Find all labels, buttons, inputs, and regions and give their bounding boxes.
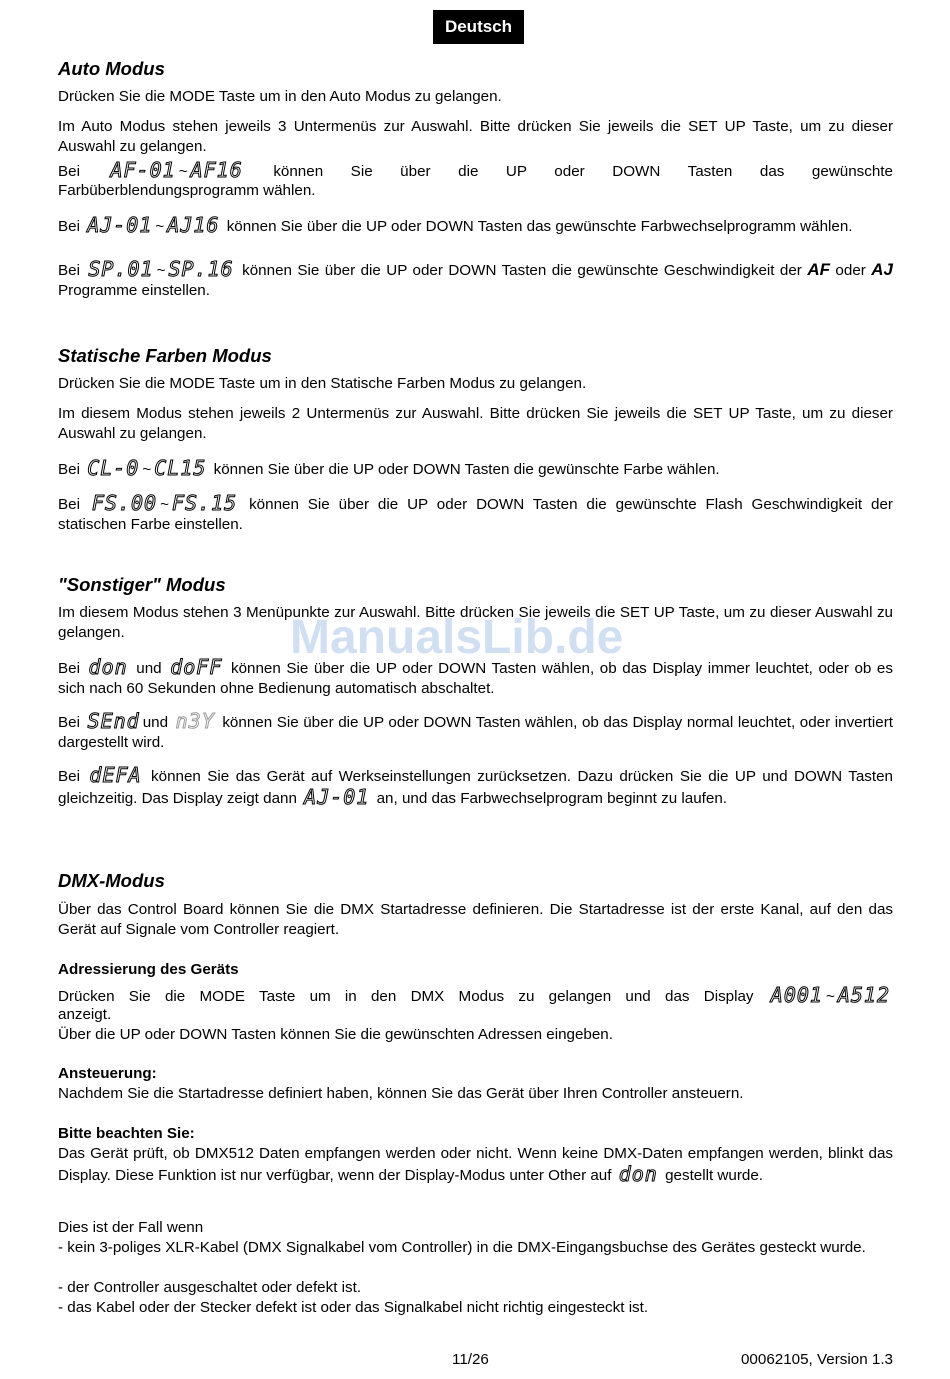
dmx-addr-line — [58, 985, 893, 1007]
other-intro: Im diesem Modus stehen 3 Menüpunkte zur Auswahl. Bitte drücken Sie jeweils die SET UP Taste, um zu dieser Auswahl zu gelangen. — [58, 604, 893, 641]
und-label: und — [136, 660, 162, 677]
display-aj-default: AJ-01 — [304, 785, 370, 809]
auto-af-line — [58, 160, 893, 182]
display-send: SEnd — [87, 709, 140, 733]
section-title-other: "Sonstiger" Modus — [58, 574, 226, 595]
display-sp-end: SP.16 — [168, 257, 234, 281]
addr-text: Drücken Sie die MODE Taste um in den DMX Modus zu gelangen und das Display — [58, 988, 754, 1005]
display-defa: dEFA — [89, 763, 142, 787]
static-submenus: Im diesem Modus stehen jeweils 2 Untermenüs zur Auswahl. Bitte drücken Sie jeweils die SET UP Taste, um zu dieser Auswahl zu gelangen. — [58, 405, 893, 442]
bei-label: Bei — [58, 461, 80, 478]
auto-submenus: Im Auto Modus stehen jeweils 3 Untermenüs zur Auswahl. Bitte drücken Sie jeweils die SET UP Taste, um zu dieser Auswahl zu gelangen. — [58, 118, 893, 155]
auto-af-line2: Farbüberblendungsprogramm wählen. — [58, 182, 316, 199]
tilde: ~ — [825, 988, 835, 1005]
display-cl-start: CL-0 — [87, 456, 140, 480]
display-a-start: A001 — [770, 983, 823, 1007]
display-af-start: AF-01 — [110, 158, 176, 182]
auto-intro: Drücken Sie die MODE Taste um in den Auto Modus zu gelangen. — [58, 88, 502, 105]
tilde: ~ — [142, 461, 152, 478]
defa-text2: an, und das Farbwechselprogram beginnt zu laufen. — [376, 790, 727, 807]
bei-label: Bei — [58, 218, 80, 235]
dmx-addr-updown: Über die UP oder DOWN Tasten können Sie die gewünschten Adressen eingeben. — [58, 1026, 613, 1043]
dmx-case-3: - das Kabel oder der Stecker defekt ist oder das Signalkabel nicht richtig eingesteckt ist. — [58, 1299, 649, 1316]
af-text: können Sie über die UP oder DOWN Tasten das gewünschte — [273, 163, 893, 180]
display-n3y: n3Y — [175, 709, 215, 733]
static-cl-line — [58, 458, 893, 480]
send-text: können Sie über die UP oder DOWN Tasten wählen, ob das Display normal leuchtet, oder invertiert dargestellt wird. — [58, 714, 893, 751]
sp-text2: Programme einstellen. — [58, 282, 210, 299]
bei-label: Bei — [58, 262, 80, 279]
section-title-static: Statische Farben Modus — [58, 345, 272, 366]
section-title-auto: Auto Modus — [58, 58, 165, 79]
auto-sp-line — [58, 259, 893, 301]
note-text2: gestellt wurde. — [665, 1167, 764, 1184]
dmx-ctrl-heading: Ansteuerung: — [58, 1065, 157, 1082]
display-a-end: A512 — [837, 983, 890, 1007]
dmx-note-heading: Bitte beachten Sie: — [58, 1125, 195, 1142]
dmx-case-intro: Dies ist der Fall wenn — [58, 1219, 204, 1236]
oder-label: oder — [835, 262, 866, 279]
dmx-intro: Über das Control Board können Sie die DMX Startadresse definieren. Die Startadresse ist der erste Kanal, auf den das Gerät auf Signale vom Controller reagiert. — [58, 901, 893, 938]
language-tab: Deutsch — [433, 10, 524, 44]
display-doff: doFF — [170, 655, 223, 679]
dmx-case-1: - kein 3-poliges XLR-Kabel (DMX Signalkabel vom Controller) in die DMX-Eingangsbuchse des Gerätes gesteckt wurde. — [58, 1239, 866, 1256]
bei-label: Bei — [58, 163, 80, 180]
sp-text: können Sie über die UP oder DOWN Tasten die gewünschte Geschwindigkeit der — [242, 262, 802, 279]
display-don-note: don — [618, 1162, 658, 1186]
tilde: ~ — [155, 218, 165, 235]
note-text: Das Gerät prüft, ob DMX512 Daten empfangen werden oder nicht. Wenn keine DMX-Daten empfangen werden, blinkt das Display. Diese Funktion ist nur verfügbar, wenn der Display-Modus unter Other auf — [58, 1145, 893, 1184]
tilde: ~ — [160, 496, 169, 513]
display-aj-start: AJ-01 — [87, 213, 153, 237]
other-don-line — [58, 657, 893, 699]
dmx-addr-heading: Adressierung des Geräts — [58, 961, 239, 978]
af-label: AF — [807, 260, 830, 279]
und-label: und — [142, 714, 169, 731]
watermark: ManualsLib.de — [290, 611, 624, 664]
display-don: don — [88, 655, 128, 679]
defa-text: können Sie das Gerät auf Werkseinstellungen zurücksetzen. Dazu drücken Sie die UP und DOWN Tasten gleichzeitig. Das Display zeigt dann — [58, 768, 893, 807]
display-fs-end: FS.15 — [171, 491, 238, 515]
static-fs-line — [58, 493, 893, 535]
display-aj-end: AJ16 — [167, 213, 220, 237]
display-sp-start: SP.01 — [88, 257, 154, 281]
other-send-line — [58, 711, 893, 753]
tilde: ~ — [156, 262, 166, 279]
fs-text: können Sie über die UP oder DOWN Tasten die gewünschte Flash Geschwindigkeit der statischen Farbe einstellen. — [58, 496, 893, 533]
bei-label: Bei — [58, 496, 80, 513]
dmx-ctrl-text: Nachdem Sie die Startadresse definiert haben, können Sie das Gerät über Ihren Controller ansteuern. — [58, 1085, 744, 1102]
don-text: können Sie über die UP oder DOWN Tasten wählen, ob das Display immer leuchtet, oder ob es sich nach 60 Sekunden ohne Bedienung automatisch abschaltet. — [58, 660, 893, 697]
dmx-case-2: - der Controller ausgeschaltet oder defekt ist. — [58, 1279, 362, 1296]
display-af-end: AF16 — [190, 158, 243, 182]
auto-aj-line — [58, 215, 893, 237]
bei-label: Bei — [58, 660, 80, 677]
section-title-dmx: DMX-Modus — [58, 870, 165, 891]
display-fs-start: FS.00 — [91, 491, 158, 515]
aj-text: können Sie über die UP oder DOWN Tasten das gewünschte Farbwechselprogramm wählen. — [226, 218, 853, 235]
display-cl-end: CL15 — [154, 456, 207, 480]
tilde: ~ — [178, 163, 188, 180]
other-defa-line — [58, 765, 893, 809]
dmx-note-text — [58, 1144, 893, 1186]
static-intro: Drücken Sie die MODE Taste um in den Statische Farben Modus zu gelangen. — [58, 375, 587, 392]
document-version: 00062105, Version 1.3 — [740, 1351, 893, 1368]
aj-label: AJ — [871, 260, 893, 279]
bei-label: Bei — [58, 714, 80, 731]
cl-text: können Sie über die UP oder DOWN Tasten die gewünschte Farbe wählen. — [213, 461, 720, 478]
bei-label: Bei — [58, 768, 80, 785]
page-number: 11/26 — [452, 1351, 489, 1368]
dmx-addr-anzeigt: anzeigt. — [58, 1006, 112, 1023]
